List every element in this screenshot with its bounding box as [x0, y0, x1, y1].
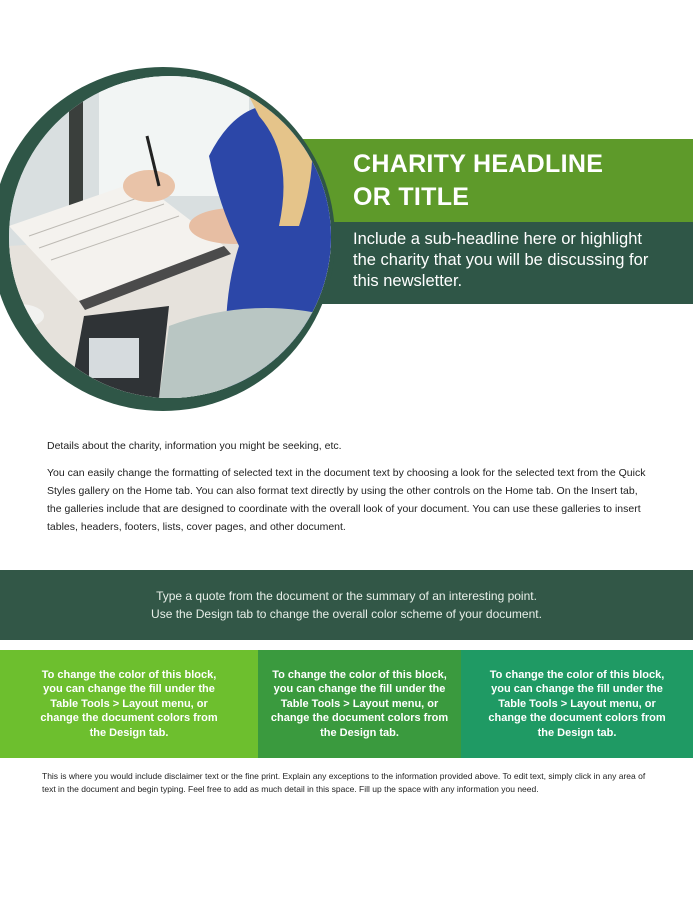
color-block-3 [461, 650, 693, 758]
color-block-1-text: To change the color of this block, you can change the fill under the Table Tools > Layout menu, or change the document colors from the Design tab. [40, 668, 218, 739]
quote-line-2: Use the Design tab to change the overall color scheme of your document. [151, 607, 542, 621]
headline-line-2: OR TITLE [353, 183, 470, 211]
quote-band [0, 570, 693, 640]
hero-photo [9, 76, 331, 398]
subheadline: Include a sub-headline here or highlight the charity that you will be discussing for this newsletter. [353, 230, 649, 290]
hero-photo-illustration [9, 76, 331, 398]
headline [353, 148, 653, 214]
color-block-3-text: To change the color of this block, you can change the fill under the Table Tools > Layout menu, or change the document colors from the Design tab. [488, 668, 666, 739]
color-block-2-text: To change the color of this block, you can change the fill under the Table Tools > Layout menu, or change the document colors from the Design tab. [270, 668, 449, 739]
color-block-2 [258, 650, 461, 758]
body-paragraph: You can easily change the formatting of selected text in the document text by choosing a look for the selected text from the Quick Styles gallery on the Home tab. You can also format text directly by using the other controls on the Home tab. On the Insert tab, the galleries include that are designed to coordinate with the overall look of your document. You can use these galleries to insert tables, headers, footers, lists, cover pages, and other document. [47, 467, 646, 533]
intro-text: Details about the charity, information you might be seeking, etc. [47, 440, 342, 452]
quote-line-1: Type a quote from the document or the summary of an interesting point. [156, 589, 537, 603]
disclaimer-text: This is where you would include disclaimer text or the fine print. Explain any exceptions to the information provided above. To edit text, simply click in any area of text in the document and begin typing. Feel free to add as much detail in this space. Fill up the space with any information you need. [42, 771, 646, 794]
color-block-1 [0, 650, 258, 758]
headline-line-1: CHARITY HEADLINE [353, 150, 604, 178]
color-blocks [0, 650, 693, 758]
